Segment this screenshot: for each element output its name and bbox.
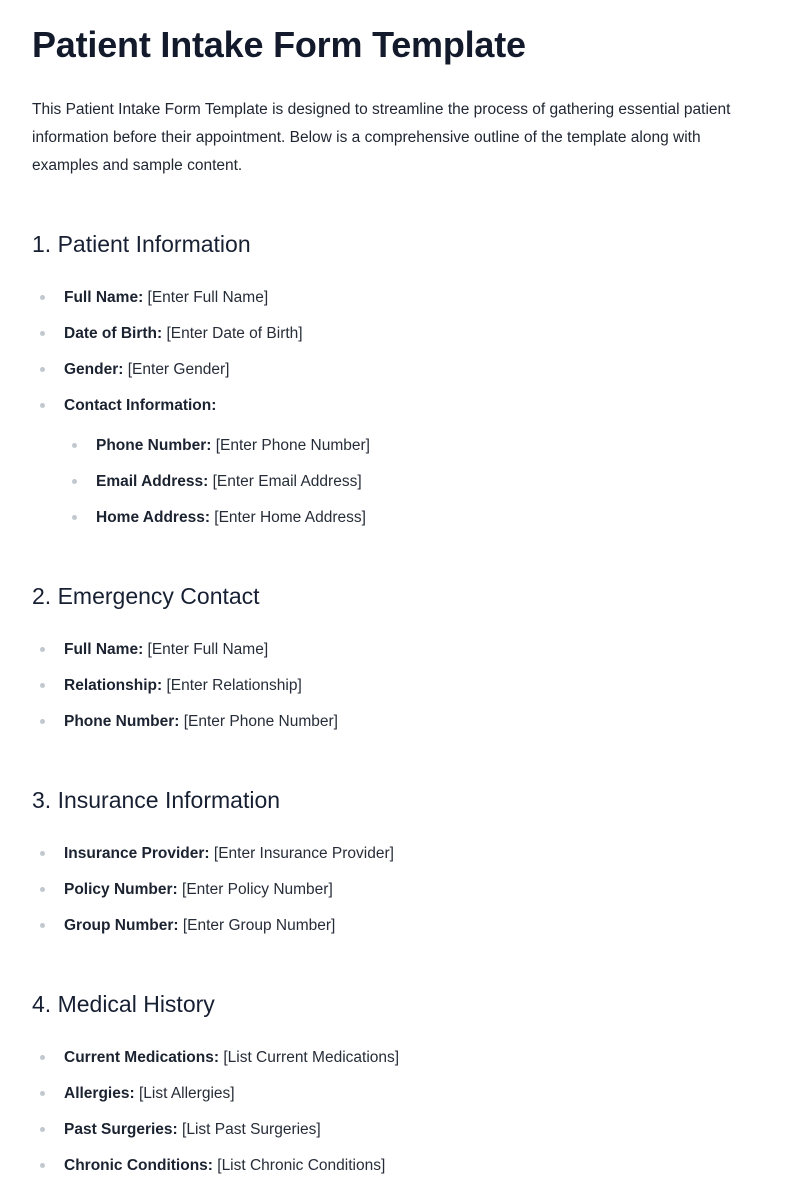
bullet-icon [40,887,45,892]
field-label: Full Name: [64,641,144,658]
list-item [64,396,303,436]
section-heading-insurance-information: 3. Insurance Information [32,787,281,813]
list-item [64,1156,399,1192]
field-placeholder: [List Current Medications] [219,1049,400,1066]
field-label: Phone Number: [64,713,180,730]
bullet-icon [40,403,45,408]
field-placeholder: [Enter Gender] [123,361,230,378]
bullet-icon [40,1055,45,1060]
field-label: Group Number: [64,917,179,934]
list-item [64,676,338,712]
contact-information-sublist [96,436,370,544]
field-label: Relationship: [64,677,163,694]
medical-history-list [64,1048,399,1192]
list-item [96,508,370,544]
field-placeholder: [Enter Phone Number] [211,437,370,454]
field-label: Contact Information: [64,397,217,414]
field-label: Phone Number: [96,437,212,454]
list-item [64,1084,399,1120]
insurance-information-list [64,844,394,952]
field-label: Full Name: [64,289,144,306]
bullet-icon [40,331,45,336]
section-heading-medical-history: 4. Medical History [32,991,215,1017]
field-placeholder: [List Chronic Conditions] [212,1157,386,1174]
field-label: Insurance Provider: [64,845,210,862]
field-label: Email Address: [96,473,209,490]
field-placeholder: [Enter Full Name] [143,641,269,658]
field-placeholder: [Enter Relationship] [162,677,302,694]
field-placeholder: [List Allergies] [134,1085,235,1102]
bullet-icon [40,1091,45,1096]
field-label: Current Medications: [64,1049,220,1066]
field-label: Date of Birth: [64,325,163,342]
field-label: Policy Number: [64,881,178,898]
bullet-icon [40,719,45,724]
list-item [64,712,338,748]
bullet-icon [40,367,45,372]
field-placeholder: [Enter Insurance Provider] [209,845,394,862]
section-heading-emergency-contact: 2. Emergency Contact [32,583,260,609]
bullet-icon [40,1163,45,1168]
field-label: Home Address: [96,509,210,526]
field-placeholder: [Enter Full Name] [143,289,269,306]
list-item [64,916,394,952]
field-placeholder: [Enter Group Number] [178,917,336,934]
field-placeholder: [List Past Surgeries] [177,1121,321,1138]
section-heading-patient-information: 1. Patient Information [32,231,251,257]
patient-information-list [64,288,303,436]
field-placeholder: [Enter Date of Birth] [162,325,303,342]
emergency-contact-list [64,640,338,748]
field-label: Gender: [64,361,124,378]
field-label: Chronic Conditions: [64,1157,213,1174]
list-item [64,1048,399,1084]
list-item [64,844,394,880]
bullet-icon [40,683,45,688]
bullet-icon [72,443,77,448]
page-title: Patient Intake Form Template [32,24,526,65]
field-label: Past Surgeries: [64,1121,178,1138]
bullet-icon [40,647,45,652]
field-placeholder: [Enter Email Address] [208,473,362,490]
list-item [64,640,338,676]
list-item [96,472,370,508]
field-placeholder: [Enter Home Address] [209,509,366,526]
intro-paragraph: This Patient Intake Form Template is designed to streamline the process of gathering essential patient information before their appointment. Below is a comprehensive outline of the template along with examples and sample content. [32,101,731,174]
field-placeholder: [Enter Policy Number] [177,881,333,898]
bullet-icon [40,923,45,928]
field-label: Allergies: [64,1085,135,1102]
list-item [64,324,303,360]
bullet-icon [40,1127,45,1132]
bullet-icon [40,851,45,856]
field-placeholder: [Enter Phone Number] [179,713,338,730]
bullet-icon [40,295,45,300]
list-item [64,880,394,916]
bullet-icon [72,479,77,484]
list-item [64,360,303,396]
list-item [64,288,303,324]
bullet-icon [72,515,77,520]
list-item [96,436,370,472]
list-item [64,1120,399,1156]
